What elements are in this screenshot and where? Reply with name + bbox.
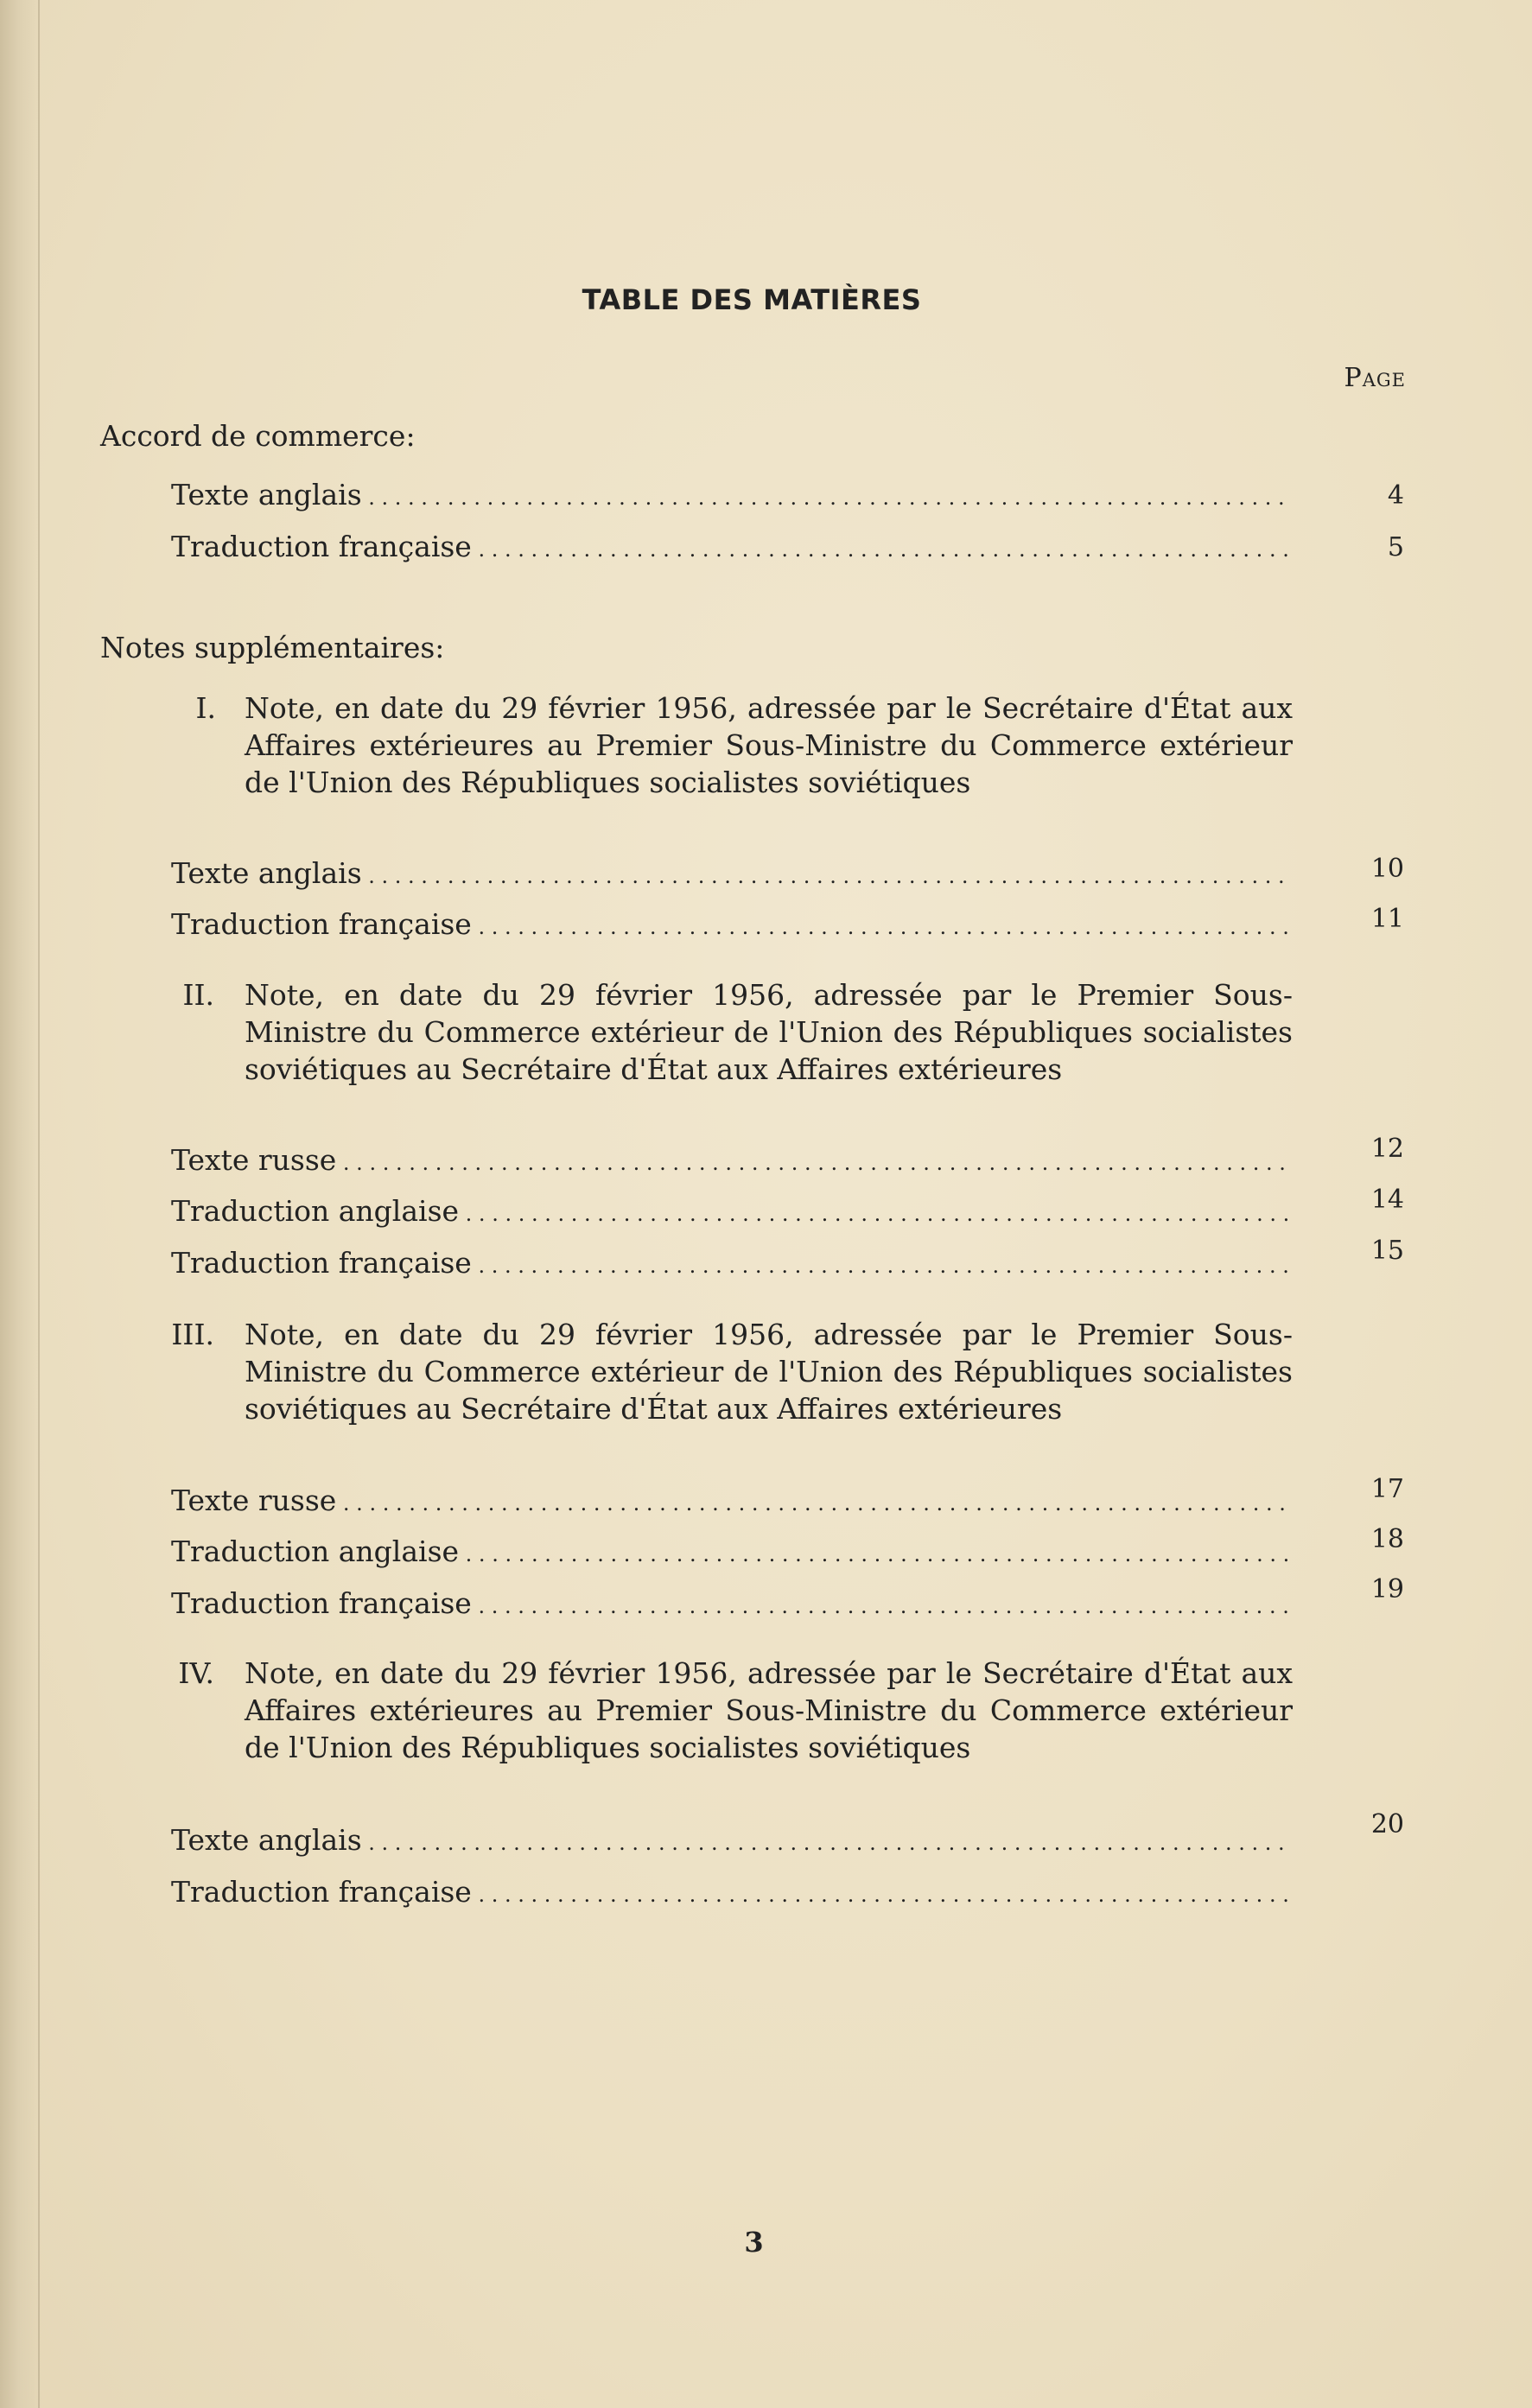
page-folio-number: 3 xyxy=(744,2226,764,2259)
toc-entry-accord-french[interactable] xyxy=(171,530,1292,568)
toc-entry-label: Traduction anglaise . . . xyxy=(171,1534,1292,1568)
toc-entry-label: Texte anglais . . . xyxy=(171,856,1292,890)
toc-entry-note3-russian[interactable] xyxy=(171,1484,1292,1522)
toc-entry-label: Traduction française . . . xyxy=(171,1875,1292,1909)
note-description: Note, en date du 29 février 1956, adressée par le Premier Sous-Ministre du Commerce extérieur de l'Union des Républiques socialistes soviétiques au Secrétaire d'État aux Affaires extérieures xyxy=(245,978,1293,1086)
toc-entry-note1-english[interactable] xyxy=(171,856,1292,894)
note-item-ii xyxy=(182,976,1293,1088)
toc-entry-note2-russian[interactable] xyxy=(171,1143,1292,1181)
toc-entry-note4-french[interactable] xyxy=(171,1875,1292,1913)
toc-page-number: 17 xyxy=(1370,1474,1404,1504)
note-description: Note, en date du 29 février 1956, adressée par le Secrétaire d'État aux Affaires extérieures au Premier Sous-Ministre du Commerce extérieur de l'Union des Républiques socialistes soviétiques xyxy=(245,1656,1293,1764)
toc-entry-note2-english[interactable] xyxy=(171,1194,1292,1232)
toc-entry-note1-french[interactable] xyxy=(171,907,1292,945)
toc-entry-label: Texte russe . . . xyxy=(171,1143,1292,1177)
toc-page-number: 12 xyxy=(1370,1134,1404,1164)
note-numeral: II. xyxy=(182,978,214,1012)
toc-entry-label: Texte russe . . . xyxy=(171,1484,1292,1517)
binding-crease xyxy=(38,0,40,2408)
toc-page-number: 20 xyxy=(1370,1809,1404,1839)
toc-entry-label: Traduction française . . . xyxy=(171,1586,1292,1620)
note-description: Note, en date du 29 février 1956, adressée par le Secrétaire d'État aux Affaires extérieures au Premier Sous-Ministre du Commerce extérieur de l'Union des Républiques socialistes soviétiques xyxy=(245,691,1293,799)
page-column-label: Page xyxy=(1344,363,1406,393)
note-numeral: III. xyxy=(171,1318,214,1351)
page-title: TABLE DES MATIÈRES xyxy=(582,283,922,316)
note-description: Note, en date du 29 février 1956, adressée par le Premier Sous-Ministre du Commerce extérieur de l'Union des Républiques socialistes soviétiques au Secrétaire d'État aux Affaires extérieures xyxy=(245,1318,1293,1426)
toc-page-number: 11 xyxy=(1370,904,1404,934)
toc-entry-label: Texte anglais . . . xyxy=(171,478,1292,511)
toc-entry-accord-english[interactable] xyxy=(171,478,1292,516)
toc-page-number: 5 xyxy=(1387,532,1404,562)
note-numeral: I. xyxy=(195,691,216,725)
note-numeral: IV. xyxy=(178,1656,214,1690)
section-heading-accord: Accord de commerce: xyxy=(100,419,416,453)
toc-entry-label: Traduction française . . . xyxy=(171,530,1292,563)
toc-page-number: 10 xyxy=(1370,854,1404,884)
section-heading-notes: Notes supplémentaires: xyxy=(100,631,445,664)
binding-shadow xyxy=(0,0,41,2408)
note-item-i xyxy=(195,689,1293,801)
toc-page-number: 15 xyxy=(1370,1236,1404,1266)
toc-entry-label: Traduction française . . . xyxy=(171,1246,1292,1280)
note-item-iv xyxy=(178,1655,1293,1766)
toc-page-number: 4 xyxy=(1387,480,1404,511)
toc-page-number: 18 xyxy=(1370,1524,1404,1554)
note-item-iii xyxy=(171,1316,1293,1427)
toc-entry-note4-english[interactable] xyxy=(171,1823,1292,1861)
toc-entry-note3-french[interactable] xyxy=(171,1586,1292,1624)
toc-entry-label: Traduction française . . . xyxy=(171,907,1292,941)
toc-entry-label: Traduction anglaise . . . xyxy=(171,1194,1292,1228)
toc-page-number: 14 xyxy=(1370,1185,1404,1215)
toc-page-number: 19 xyxy=(1370,1574,1404,1604)
toc-entry-note2-french[interactable] xyxy=(171,1246,1292,1284)
toc-entry-note3-english[interactable] xyxy=(171,1534,1292,1573)
toc-entry-label: Texte anglais . . . xyxy=(171,1823,1292,1857)
